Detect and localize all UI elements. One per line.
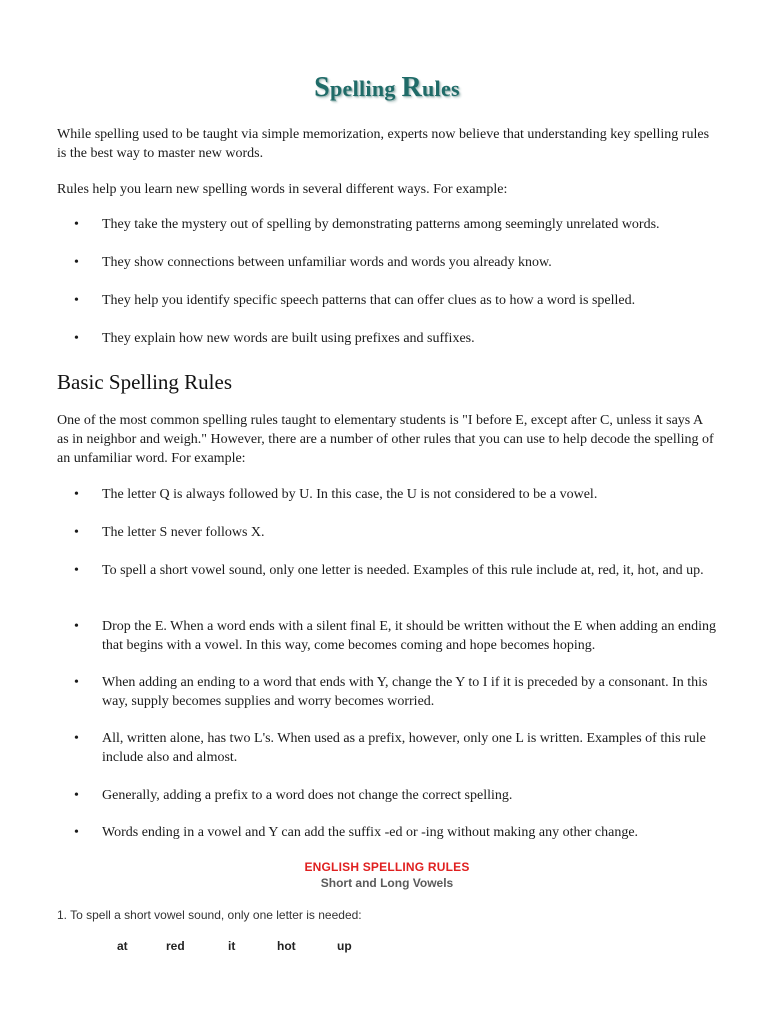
bullet-icon: • [74, 525, 79, 540]
list-item [57, 823, 717, 842]
list-item-text: Drop the E. When a word ends with a silent final E, it should be written without the E when adding an ending that begins with a vowel. In this way, come becomes coming and hope becomes hoping. [102, 619, 717, 653]
bullet-icon: • [74, 731, 79, 746]
list-item-text: To spell a short vowel sound, only one letter is needed. Examples of this rule include at, red, it, hot, and up. [102, 563, 704, 578]
list-item-text: Generally, adding a prefix to a word does not change the correct spelling. [102, 788, 513, 803]
list-item-text: They take the mystery out of spelling by demonstrating patterns among seemingly unrelated words. [102, 217, 660, 232]
document-title [57, 72, 717, 104]
bullet-icon: • [74, 563, 79, 578]
bullet-icon: • [74, 487, 79, 502]
bullet-icon: • [74, 788, 79, 803]
title-cap-r: R [401, 72, 422, 103]
example-word: at [117, 939, 128, 953]
example-word: hot [277, 939, 296, 953]
list-item [57, 215, 717, 234]
title-part-1: pelling [329, 76, 402, 101]
list-item-text: All, written alone, has two L's. When used as a prefix, however, only one L is written. Examples of this rule include also and almost. [102, 731, 706, 765]
rule-1-text: 1. To spell a short vowel sound, only one letter is needed: [57, 908, 362, 922]
bullet-icon: • [74, 675, 79, 690]
list-item [57, 329, 717, 348]
example-word: red [166, 939, 185, 953]
list-item [57, 786, 717, 805]
list-item [57, 673, 717, 711]
list-item-text: The letter S never follows X. [102, 525, 265, 540]
example-word: it [228, 939, 236, 953]
list-item-text: They help you identify specific speech patterns that can offer clues as to how a word is spelled. [102, 293, 636, 308]
list-item [57, 523, 717, 542]
list-item [57, 561, 717, 580]
list-item-text: The letter Q is always followed by U. In this case, the U is not considered to be a vowel. [102, 487, 598, 502]
list-item-text: They show connections between unfamiliar words and words you already know. [102, 255, 552, 270]
example-word: up [337, 939, 352, 953]
list-item-text: Words ending in a vowel and Y can add the suffix -ed or -ing without making any other change. [102, 825, 639, 840]
vowels-subheading: Short and Long Vowels [320, 876, 454, 890]
list-item-text: When adding an ending to a word that ends with Y, change the Y to I if it is preceded by a consonant. In this way, supply becomes supplies and worry becomes worried. [102, 675, 708, 709]
list-item [57, 253, 717, 272]
list-item-text: They explain how new words are built using prefixes and suffixes. [102, 331, 475, 346]
list-item [57, 485, 717, 504]
intro-paragraph-1: While spelling used to be taught via simple memorization, experts now believe that understanding key spelling rules is the best way to master new words. [57, 127, 710, 161]
list-item [57, 291, 717, 310]
bullet-icon: • [74, 619, 79, 634]
title-cap-s: S [314, 72, 330, 103]
title-part-2: ules [422, 76, 460, 101]
intro-paragraph-2: Rules help you learn new spelling words in several different ways. For example: [57, 182, 508, 197]
basic-rules-paragraph: One of the most common spelling rules taught to elementary students is "I before E, except after C, unless it says A as in neighbor and weigh." However, there are a number of other rules that you can use to help decode the spelling of an unfamiliar word. For example: [57, 413, 714, 466]
bullet-icon: • [74, 825, 79, 840]
bullet-icon: • [74, 217, 79, 232]
bullet-icon: • [74, 293, 79, 308]
bullet-icon: • [74, 255, 79, 270]
english-spelling-rules-heading: ENGLISH SPELLING RULES [304, 860, 470, 874]
list-item [57, 617, 717, 655]
bullet-icon: • [74, 331, 79, 346]
section-heading-basic-rules: Basic Spelling Rules [57, 370, 232, 394]
list-item [57, 729, 717, 767]
